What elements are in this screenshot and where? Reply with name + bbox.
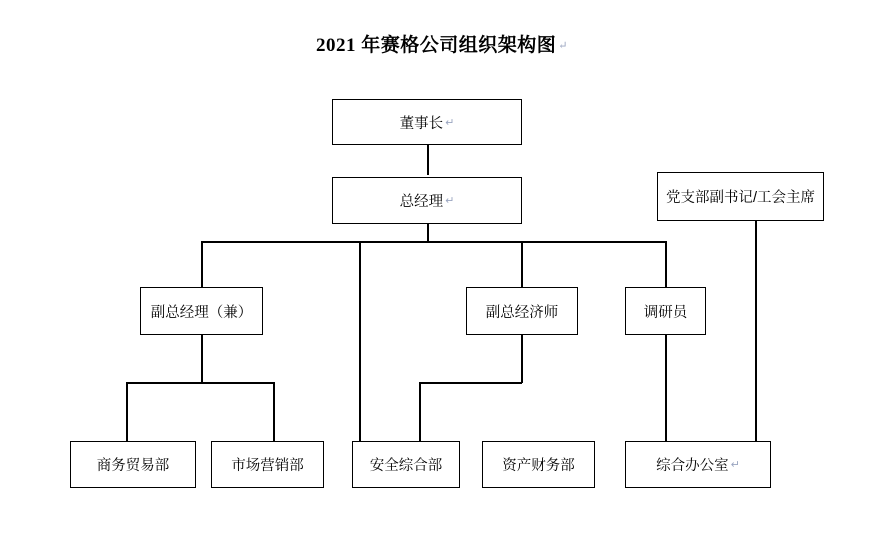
connector-economist-down bbox=[521, 335, 523, 383]
node-marketing-department[interactable] bbox=[211, 441, 324, 488]
connector-bus-to-safety bbox=[359, 241, 361, 441]
connector-to-finance-dept bbox=[419, 382, 421, 441]
connector-party-to-office bbox=[755, 221, 757, 441]
node-trade-department-label: 商务贸易部 bbox=[96, 458, 170, 474]
node-deputy-economist-label: 副总经济师 bbox=[485, 304, 559, 321]
page-title bbox=[0, 30, 884, 57]
node-general-manager[interactable] bbox=[332, 177, 522, 224]
paragraph-mark-icon: ↵ bbox=[730, 459, 740, 471]
paragraph-mark-icon: ↵ bbox=[445, 116, 455, 129]
node-deputy-general-manager[interactable] bbox=[140, 287, 263, 335]
connector-economist-bus bbox=[419, 382, 522, 384]
node-general-office-label: 综合办公室 bbox=[656, 458, 729, 474]
connector-researcher-to-office bbox=[665, 335, 667, 441]
node-safety-department-label: 安全综合部 bbox=[369, 458, 443, 474]
node-safety-department[interactable] bbox=[352, 441, 460, 488]
node-trade-department[interactable] bbox=[70, 441, 196, 488]
connector-to-trade-dept bbox=[126, 382, 128, 441]
connector-bus-to-deputy-gm bbox=[201, 241, 203, 287]
node-general-manager-label: 总经理 bbox=[399, 194, 444, 210]
page-title-text: 2021 年赛格公司组织架构图 bbox=[316, 35, 557, 56]
connector-main-bus bbox=[201, 241, 667, 243]
paragraph-mark-icon: ↵ bbox=[558, 40, 568, 52]
connector-to-marketing-dept bbox=[273, 382, 275, 441]
node-researcher[interactable] bbox=[625, 287, 706, 335]
connector-gm-down bbox=[427, 224, 429, 242]
node-chairman-label: 董事长 bbox=[399, 115, 444, 132]
paragraph-mark-icon: ↵ bbox=[445, 195, 455, 207]
node-finance-department[interactable] bbox=[482, 441, 595, 488]
connector-chairman-to-gm bbox=[427, 145, 429, 175]
connector-bus-to-researcher bbox=[665, 241, 667, 287]
node-researcher-label: 调研员 bbox=[643, 304, 688, 321]
connector-deputy-gm-down bbox=[201, 335, 203, 383]
connector-bus-to-economist bbox=[521, 241, 523, 287]
node-deputy-economist[interactable] bbox=[466, 287, 578, 335]
node-marketing-department-label: 市场营销部 bbox=[231, 458, 304, 474]
node-party-secretary[interactable] bbox=[657, 172, 824, 221]
node-deputy-general-manager-label: 副总经理（兼） bbox=[150, 304, 253, 321]
node-party-secretary-label: 党支部副书记/工会主席 bbox=[665, 190, 816, 206]
connector-deputy-gm-bus bbox=[126, 382, 274, 384]
node-finance-department-label: 资产财务部 bbox=[502, 458, 575, 474]
node-general-office[interactable] bbox=[625, 441, 771, 488]
node-chairman[interactable] bbox=[332, 99, 522, 145]
